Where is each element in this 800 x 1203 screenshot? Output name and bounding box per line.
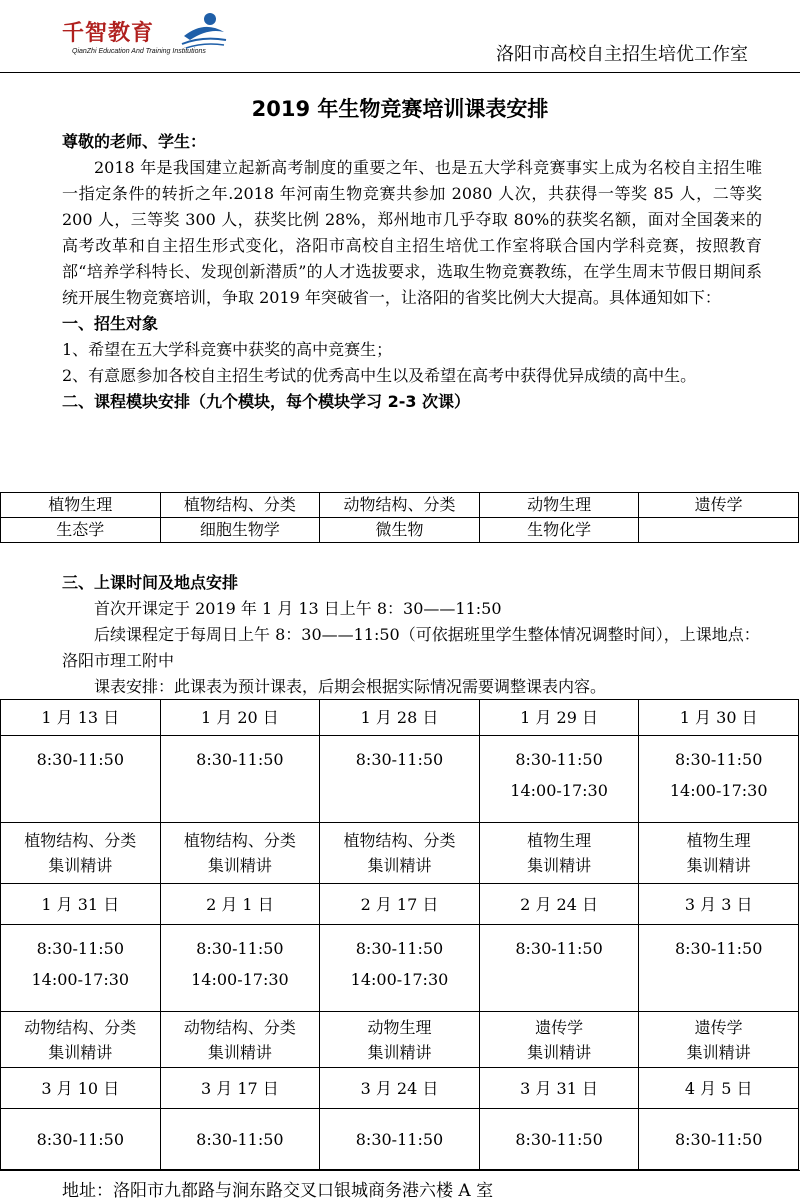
time-slot: 14:00-17:30 xyxy=(510,781,608,800)
section1-heading: 一、招生对象 xyxy=(62,314,159,333)
time-cell: 8:30-11:50 xyxy=(160,1109,320,1170)
time-row xyxy=(1,736,799,823)
time-slot: 8:30-11:50 xyxy=(515,939,603,958)
time-row xyxy=(1,1109,799,1170)
time-cell xyxy=(320,736,480,823)
topic-type: 集训精讲 xyxy=(48,1042,113,1062)
topic-name: 植物结构、分类 xyxy=(343,831,456,850)
module-cell: 植物生理 xyxy=(1,493,161,518)
module-cell: 细胞生物学 xyxy=(160,518,320,543)
module-table xyxy=(0,492,799,543)
module-cell: 生物化学 xyxy=(479,518,639,543)
topic-cell xyxy=(320,1012,480,1068)
logo-swoosh-icon xyxy=(180,10,228,52)
section3-heading: 三、上课时间及地点安排 xyxy=(62,573,239,592)
time-row xyxy=(1,925,799,1012)
schedule-table xyxy=(0,699,799,1170)
time-cell xyxy=(479,736,639,823)
date-cell: 1 月 31 日 xyxy=(1,884,161,925)
section3 xyxy=(62,570,762,700)
date-cell: 1 月 13 日 xyxy=(1,700,161,736)
time-cell xyxy=(160,736,320,823)
topic-row xyxy=(1,1012,799,1068)
module-cell: 微生物 xyxy=(320,518,480,543)
time-slot: 8:30-11:50 xyxy=(196,939,284,958)
time-cell xyxy=(479,925,639,1012)
first-class-time: 首次开课定于 2019 年 1 月 13 日上午 8：30——11:50 xyxy=(94,599,502,618)
date-cell: 1 月 30 日 xyxy=(639,700,799,736)
topic-name: 动物结构、分类 xyxy=(183,1017,296,1037)
date-cell: 3 月 17 日 xyxy=(160,1068,320,1109)
topic-name: 动物结构、分类 xyxy=(24,1017,137,1037)
date-cell: 1 月 29 日 xyxy=(479,700,639,736)
time-cell xyxy=(639,925,799,1012)
organization-name: 洛阳市高校自主招生培优工作室 xyxy=(496,44,748,65)
topic-name: 遗传学 xyxy=(535,1017,584,1037)
time-slot: 8:30-11:50 xyxy=(674,939,763,958)
time-slot: 14:00-17:30 xyxy=(31,970,130,989)
topic-name: 植物生理 xyxy=(527,831,592,850)
time-cell: 8:30-11:50 xyxy=(639,1109,799,1170)
section2-heading: 二、课程模块安排（九个模块，每个模块学习 2-3 次课） xyxy=(62,392,471,411)
time-cell: 8:30-11:50 xyxy=(320,1109,480,1170)
logo-subtitle: QianZhi Education And Training Institutions xyxy=(72,48,206,55)
topic-cell xyxy=(639,1012,799,1068)
topic-type: 集训精讲 xyxy=(48,856,113,875)
topic-row xyxy=(1,823,799,884)
date-cell: 4 月 5 日 xyxy=(639,1068,799,1109)
topic-cell xyxy=(320,823,480,884)
footer-divider xyxy=(0,1170,800,1171)
time-cell xyxy=(160,925,320,1012)
topic-name: 植物结构、分类 xyxy=(24,831,137,850)
topic-type: 集训精讲 xyxy=(686,856,751,875)
time-cell: 8:30-11:50 xyxy=(479,1109,639,1170)
topic-cell xyxy=(639,823,799,884)
topic-cell xyxy=(479,1012,639,1068)
time-slot: 8:30-11:50 xyxy=(515,750,603,769)
module-cell: 遗传学 xyxy=(639,493,799,518)
page-header xyxy=(0,0,800,70)
time-slot: 8:30-11:50 xyxy=(36,750,125,769)
time-slot: 8:30-11:50 xyxy=(355,939,444,958)
notice-body xyxy=(62,129,762,415)
date-cell: 2 月 24 日 xyxy=(479,884,639,925)
date-row xyxy=(1,1068,799,1109)
logo xyxy=(62,8,227,64)
topic-type: 集训精讲 xyxy=(367,1042,432,1062)
date-cell: 3 月 10 日 xyxy=(1,1068,161,1109)
topic-cell xyxy=(479,823,639,884)
time-slot: 14:00-17:30 xyxy=(350,970,449,989)
module-row xyxy=(1,493,799,518)
topic-name: 植物结构、分类 xyxy=(183,831,296,850)
topic-type: 集训精讲 xyxy=(367,856,432,875)
module-cell xyxy=(639,518,799,543)
time-slot: 14:00-17:30 xyxy=(191,970,289,989)
page-title: 2019 年生物竞赛培训课表安排 xyxy=(251,97,549,121)
topic-type: 集训精讲 xyxy=(207,1042,272,1062)
date-cell: 2 月 17 日 xyxy=(320,884,480,925)
date-cell: 2 月 1 日 xyxy=(160,884,320,925)
module-cell: 动物生理 xyxy=(479,493,639,518)
time-slot: 8:30-11:50 xyxy=(36,939,125,958)
time-cell: 8:30-11:50 xyxy=(1,1109,161,1170)
schedule-note: 课表安排：此课表为预计课表，后期会根据实际情况需要调整课表内容。 xyxy=(94,677,607,696)
section1-item: 1、希望在五大学科竞赛中获奖的高中竞赛生； xyxy=(62,340,393,359)
topic-type: 集训精讲 xyxy=(527,1042,592,1062)
section1-item: 2、有意愿参加各校自主招生考试的优秀高中生以及希望在高考中获得优异成绩的高中生。 xyxy=(62,366,697,385)
time-cell xyxy=(639,736,799,823)
greeting: 尊敬的老师、学生： xyxy=(62,132,207,151)
time-slot: 8:30-11:50 xyxy=(355,750,444,769)
date-cell: 3 月 3 日 xyxy=(639,884,799,925)
time-cell xyxy=(1,736,161,823)
date-row xyxy=(1,884,799,925)
time-cell xyxy=(1,925,161,1012)
logo-text: 千智教育 xyxy=(62,20,155,46)
date-row xyxy=(1,700,799,736)
time-slot: 14:00-17:30 xyxy=(669,781,768,800)
topic-name: 植物生理 xyxy=(686,831,751,850)
date-cell: 3 月 31 日 xyxy=(479,1068,639,1109)
time-slot: 8:30-11:50 xyxy=(196,750,284,769)
date-cell: 3 月 24 日 xyxy=(320,1068,480,1109)
later-class-time: 后续课程定于每周日上午 8：30——11:50（可依据班里学生整体情况调整时间），上课地点：洛阳市理工附中 xyxy=(62,625,760,670)
topic-cell xyxy=(160,823,320,884)
topic-cell xyxy=(1,823,161,884)
topic-type: 集训精讲 xyxy=(207,856,272,875)
topic-name: 动物生理 xyxy=(367,1017,432,1037)
date-cell: 1 月 28 日 xyxy=(320,700,480,736)
topic-type: 集训精讲 xyxy=(686,1042,751,1062)
topic-cell xyxy=(160,1012,320,1068)
module-cell: 生态学 xyxy=(1,518,161,543)
intro-paragraph: 2018 年是我国建立起新高考制度的重要之年、也是五大学科竞赛事实上成为名校自主招生唯一指定条件的转折之年.2018 年河南生物竞赛共参加 2080 人次，共获得一等奖 85 人，二等奖 200 人，三等奖 300 人，获奖比例 28%，郑州地市几乎夺取 80%的获奖名额，面对全国袭来的高考改革和自主招生形式变化，洛阳市高校自主招生培优工作室将联合国内学科竞赛，按照教育部“培养学科特长、发现创新潜质”的人才选拔要求，选取生物竞赛教练，在学生周末节假日期间系统开展生物竞赛培训，争取 2019 年突破省一，让洛阳的省奖比例大大提高。具体通知如下： xyxy=(62,158,762,307)
header-divider xyxy=(0,72,800,73)
address: 地址：洛阳市九都路与涧东路交叉口银城商务港六楼 A 室 xyxy=(62,1181,494,1201)
date-cell: 1 月 20 日 xyxy=(160,700,320,736)
module-cell: 动物结构、分类 xyxy=(320,493,480,518)
topic-type: 集训精讲 xyxy=(527,856,592,875)
time-cell xyxy=(320,925,480,1012)
topic-name: 遗传学 xyxy=(694,1017,743,1037)
module-row xyxy=(1,518,799,543)
time-slot: 8:30-11:50 xyxy=(674,750,763,769)
topic-cell xyxy=(1,1012,161,1068)
module-cell: 植物结构、分类 xyxy=(160,493,320,518)
